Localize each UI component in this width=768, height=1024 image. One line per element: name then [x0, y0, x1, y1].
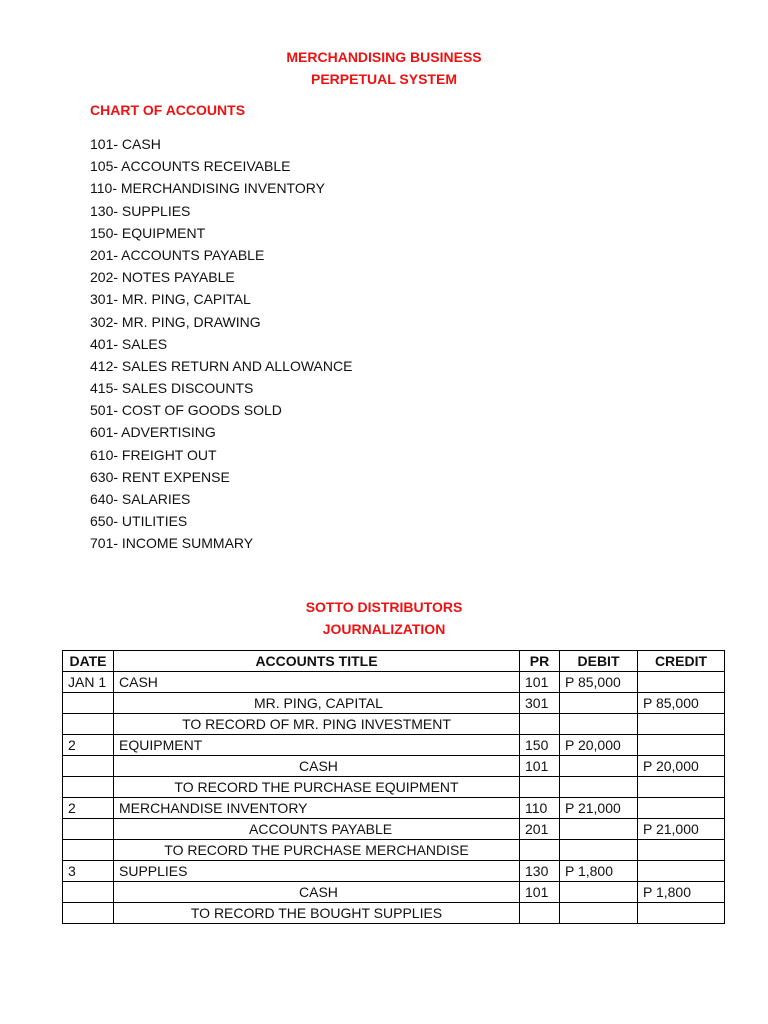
cell-date: [63, 777, 114, 798]
cell-debit: P 1,800: [560, 861, 638, 882]
account-item: 601- ADVERTISING: [90, 424, 216, 441]
cell-date: [63, 714, 114, 735]
journal-row: [63, 798, 725, 819]
journal-header-row: [63, 651, 725, 672]
account-item: 105- ACCOUNTS RECEIVABLE: [90, 158, 291, 175]
cell-pr: 201: [520, 819, 560, 840]
cell-pr: [520, 903, 560, 924]
company-name: SOTTO DISTRIBUTORS: [305, 599, 463, 615]
cell-date: [63, 693, 114, 714]
account-item: 650- UTILITIES: [90, 513, 188, 530]
journal-row: [63, 861, 725, 882]
cell-date: [63, 840, 114, 861]
cell-credit: P 20,000: [638, 756, 725, 777]
cell-pr: [520, 714, 560, 735]
column-header-pr: PR: [520, 651, 560, 672]
journal-table: [62, 650, 725, 924]
account-item: 302- MR. PING, DRAWING: [90, 313, 261, 330]
chart-of-accounts-list: [90, 133, 352, 555]
account-item: 630- RENT EXPENSE: [90, 468, 230, 485]
account-item: 110- MERCHANDISING INVENTORY: [90, 180, 325, 197]
column-header-credit: CREDIT: [638, 651, 725, 672]
cell-debit: [560, 882, 638, 903]
cell-account: CASH: [114, 672, 520, 693]
cell-account: EQUIPMENT: [114, 735, 520, 756]
cell-debit: [560, 693, 638, 714]
journal-row: [63, 756, 725, 777]
column-header-accounts-title: ACCOUNTS TITLE: [114, 651, 520, 672]
journal-row: [63, 672, 725, 693]
journal-row: [63, 882, 725, 903]
journal-row: [63, 693, 725, 714]
journal-row: [63, 903, 725, 924]
cell-account: TO RECORD OF MR. PING INVESTMENT: [114, 714, 520, 735]
cell-account: ACCOUNTS PAYABLE: [114, 819, 520, 840]
cell-debit: [560, 756, 638, 777]
cell-credit: P 1,800: [638, 882, 725, 903]
journal-row: [63, 819, 725, 840]
cell-date: JAN 1: [63, 672, 114, 693]
cell-pr: 301: [520, 693, 560, 714]
cell-debit: [560, 777, 638, 798]
account-item: 415- SALES DISCOUNTS: [90, 380, 254, 397]
document-subtitle: PERPETUAL SYSTEM: [311, 71, 457, 87]
account-item: 701- INCOME SUMMARY: [90, 535, 254, 552]
journal-row: [63, 714, 725, 735]
cell-credit: P 85,000: [638, 693, 725, 714]
journal-body: [63, 672, 725, 924]
cell-date: [63, 882, 114, 903]
cell-account: TO RECORD THE PURCHASE MERCHANDISE: [114, 840, 520, 861]
cell-account: MR. PING, CAPITAL: [114, 693, 520, 714]
cell-credit: [638, 861, 725, 882]
cell-credit: [638, 777, 725, 798]
cell-pr: 130: [520, 861, 560, 882]
chart-of-accounts-title: CHART OF ACCOUNTS: [90, 102, 246, 118]
cell-pr: 101: [520, 672, 560, 693]
cell-date: 3: [63, 861, 114, 882]
cell-credit: [638, 672, 725, 693]
cell-pr: 101: [520, 756, 560, 777]
document-title: MERCHANDISING BUSINESS: [286, 49, 482, 65]
journal-title: JOURNALIZATION: [322, 621, 446, 637]
account-item: 202- NOTES PAYABLE: [90, 269, 235, 286]
cell-pr: 101: [520, 882, 560, 903]
account-item: 412- SALES RETURN AND ALLOWANCE: [90, 357, 353, 374]
column-header-debit: DEBIT: [560, 651, 638, 672]
cell-pr: 150: [520, 735, 560, 756]
account-item: 301- MR. PING, CAPITAL: [90, 291, 251, 308]
journal-row: [63, 840, 725, 861]
cell-date: 2: [63, 735, 114, 756]
account-item: 101- CASH: [90, 136, 161, 152]
column-header-date: DATE: [63, 651, 114, 672]
cell-credit: [638, 714, 725, 735]
cell-account: CASH: [114, 882, 520, 903]
cell-debit: [560, 714, 638, 735]
cell-debit: [560, 819, 638, 840]
cell-debit: P 20,000: [560, 735, 638, 756]
account-item: 610- FREIGHT OUT: [90, 446, 217, 463]
cell-date: 2: [63, 798, 114, 819]
cell-credit: [638, 735, 725, 756]
account-item: 150- EQUIPMENT: [90, 224, 206, 241]
cell-account: SUPPLIES: [114, 861, 520, 882]
cell-debit: P 21,000: [560, 798, 638, 819]
journal-row: [63, 735, 725, 756]
cell-date: [63, 819, 114, 840]
cell-debit: P 85,000: [560, 672, 638, 693]
account-item: 640- SALARIES: [90, 491, 191, 507]
cell-pr: 110: [520, 798, 560, 819]
cell-account: MERCHANDISE INVENTORY: [114, 798, 520, 819]
cell-debit: [560, 840, 638, 861]
account-item: 501- COST OF GOODS SOLD: [90, 402, 282, 419]
cell-credit: [638, 798, 725, 819]
account-item: 130- SUPPLIES: [90, 202, 191, 219]
cell-debit: [560, 903, 638, 924]
cell-credit: P 21,000: [638, 819, 725, 840]
account-item: 201- ACCOUNTS PAYABLE: [90, 246, 265, 263]
cell-credit: [638, 840, 725, 861]
cell-date: [63, 903, 114, 924]
cell-pr: [520, 777, 560, 798]
account-item: 401- SALES: [90, 335, 168, 352]
cell-date: [63, 756, 114, 777]
cell-account: CASH: [114, 756, 520, 777]
journal-row: [63, 777, 725, 798]
cell-account: TO RECORD THE BOUGHT SUPPLIES: [114, 903, 520, 924]
cell-account: TO RECORD THE PURCHASE EQUIPMENT: [114, 777, 520, 798]
cell-pr: [520, 840, 560, 861]
cell-credit: [638, 903, 725, 924]
